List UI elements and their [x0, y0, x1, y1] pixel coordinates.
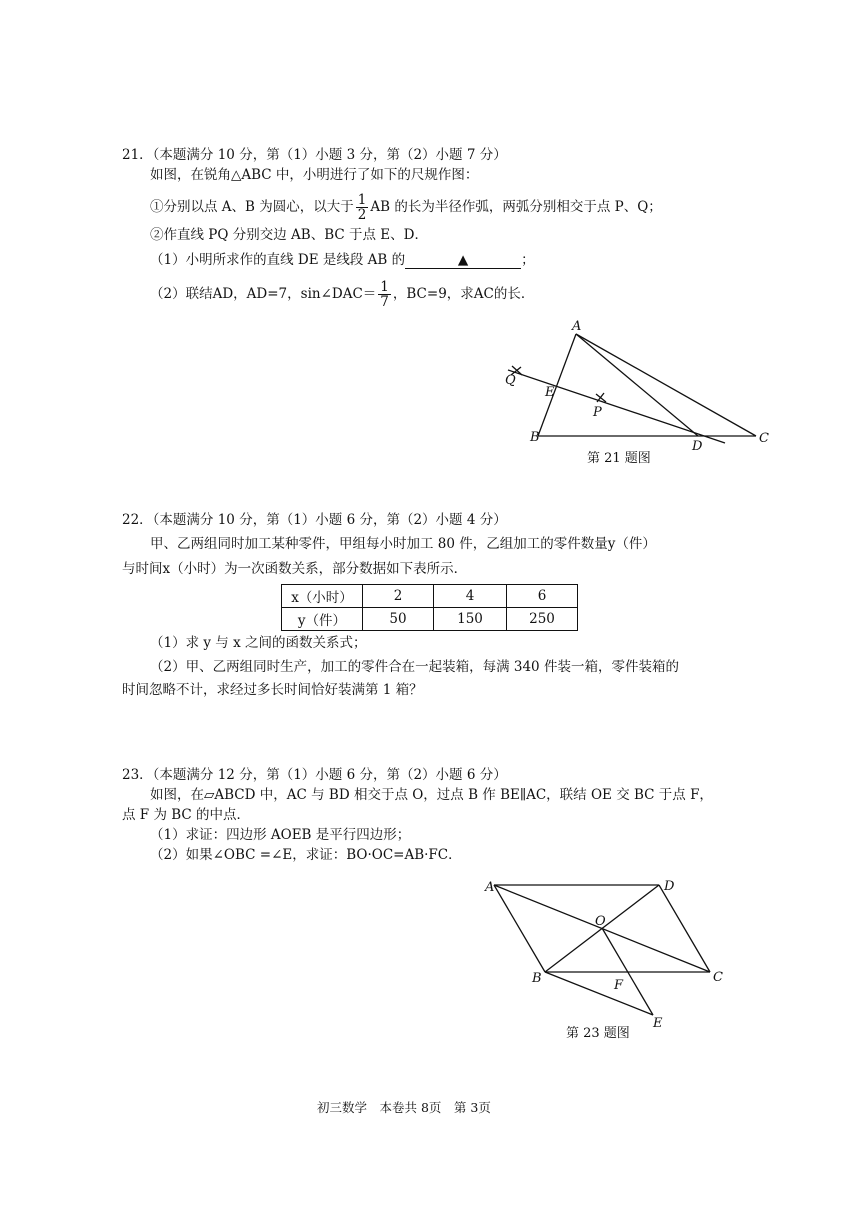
q23-diagonal-ac — [494, 885, 710, 972]
q21-side-ab — [538, 334, 576, 436]
q22-header: 22．（本题满分 10 分，第（1）小题 6 分，第（2）小题 4 分） — [122, 512, 507, 528]
table-cell: 250 — [507, 608, 578, 631]
q23-segment-be — [545, 972, 653, 1015]
table-cell: 4 — [434, 585, 507, 608]
q21-step1-frac-num: 1 — [357, 192, 367, 208]
q23-header: 23．（本题满分 12 分，第（1）小题 6 分，第（2）小题 6 分） — [122, 767, 507, 783]
q21-part2-fraction — [378, 280, 391, 309]
q23-label-b: B — [532, 971, 542, 986]
table-cell: 6 — [507, 585, 578, 608]
q22-part2-line1: （2）甲、乙两组同时生产，加工的零件合在一起装箱，每满 340 件装一箱，零件装箱的 — [150, 659, 679, 675]
q23-label-e: E — [653, 1016, 663, 1031]
q21-part2-text-b: ，BC=9，求AC的长． — [392, 286, 535, 302]
q21-label-a: A — [572, 319, 582, 334]
q21-arc-q2 — [511, 367, 521, 375]
q21-line-pq — [508, 370, 725, 443]
q23-segment-oe — [602, 928, 653, 1015]
table-row — [282, 608, 578, 631]
q21-part2 — [150, 280, 534, 309]
q21-label-d: D — [692, 439, 703, 454]
q23-figure-caption: 第 23 题图 — [566, 1026, 630, 1041]
q21-step1 — [150, 193, 662, 222]
q23-label-c: C — [713, 970, 723, 985]
q21-label-e: E — [545, 385, 555, 400]
q22-part2-line2: 时间忽略不计，求经过多长时间恰好装满第 1 箱？ — [122, 682, 423, 698]
q21-intro: 如图，在锐角△ABC 中，小明进行了如下的尺规作图： — [150, 167, 479, 183]
q23-part1: （1）求证：四边形 AOEB 是平行四边形； — [150, 827, 411, 843]
q21-label-c: C — [759, 431, 769, 446]
q23-label-f: F — [614, 978, 624, 993]
q23-text-2: 点 F 为 BC 的中点． — [122, 807, 251, 823]
q23-side-dc — [659, 885, 710, 972]
q21-part1-text: （1）小明所求作的直线 DE 是线段 AB 的 — [150, 252, 406, 268]
table-cell: 2 — [363, 585, 434, 608]
q21-arc-p1 — [596, 394, 606, 402]
q21-step1-fraction — [356, 193, 369, 222]
q22-text-1: 甲、乙两组同时加工某种零件，甲组每小时加工 80 件，乙组加工的零件数量y（件） — [150, 536, 656, 552]
q21-step1-text-a: ①分别以点 A、B 为圆心，以大于 — [150, 199, 354, 215]
q21-segment-ad — [576, 334, 698, 436]
q21-answer-blank: ▲ — [405, 252, 521, 269]
q21-part1-end: ； — [521, 252, 535, 268]
q21-label-q: Q — [505, 373, 516, 388]
q21-arc-q1 — [512, 366, 522, 375]
table-cell: 150 — [434, 608, 507, 631]
q23-label-d: D — [664, 879, 675, 894]
table-cell: 50 — [363, 608, 434, 631]
q23-diagonal-bd — [545, 885, 659, 972]
page-footer: 初三数学 本卷共 8页 第 3页 — [317, 1100, 491, 1115]
q21-side-ac — [576, 334, 756, 436]
table-cell: x（小时） — [282, 585, 363, 608]
q23-part2: （2）如果∠OBC =∠E，求证：BO·OC=AB·FC． — [150, 847, 462, 863]
q21-step2: ②作直线 PQ 分别交边 AB、BC 于点 E、D． — [150, 227, 428, 243]
q21-part2-text-a: （2）联结AD，AD=7，sin∠DAC＝ — [150, 286, 377, 302]
table-row — [282, 585, 578, 608]
q23-label-o: O — [595, 914, 606, 929]
q22-data-table — [281, 584, 578, 631]
q21-step1-frac-den: 2 — [357, 207, 367, 223]
q21-arc-p2 — [597, 393, 604, 402]
q23-side-ab — [494, 885, 545, 972]
table-cell: y（件） — [282, 608, 363, 631]
q21-part2-frac-den: 7 — [380, 294, 389, 310]
q22-part1: （1）求 y 与 x 之间的函数关系式； — [150, 635, 367, 651]
q23-text-1: 如图，在▱ABCD 中，AC 与 BD 相交于点 O，过点 B 作 BE∥AC，联结 OE 交 BC 于点 F， — [150, 787, 713, 803]
q21-header: 21．（本题满分 10 分，第（1）小题 3 分，第（2）小题 7 分） — [122, 147, 507, 163]
q21-part1 — [150, 251, 535, 269]
q23-label-a: A — [485, 880, 495, 895]
q21-figure-caption: 第 21 题图 — [587, 451, 651, 466]
q22-text-2: 与时间x（小时）为一次函数关系，部分数据如下表所示． — [122, 561, 468, 577]
q21-step1-text-b: AB 的长为半径作弧，两弧分别相交于点 P、Q； — [370, 199, 662, 215]
q21-label-p: P — [593, 405, 602, 420]
q21-part2-frac-num: 1 — [380, 279, 389, 295]
q21-label-b: B — [530, 430, 540, 445]
